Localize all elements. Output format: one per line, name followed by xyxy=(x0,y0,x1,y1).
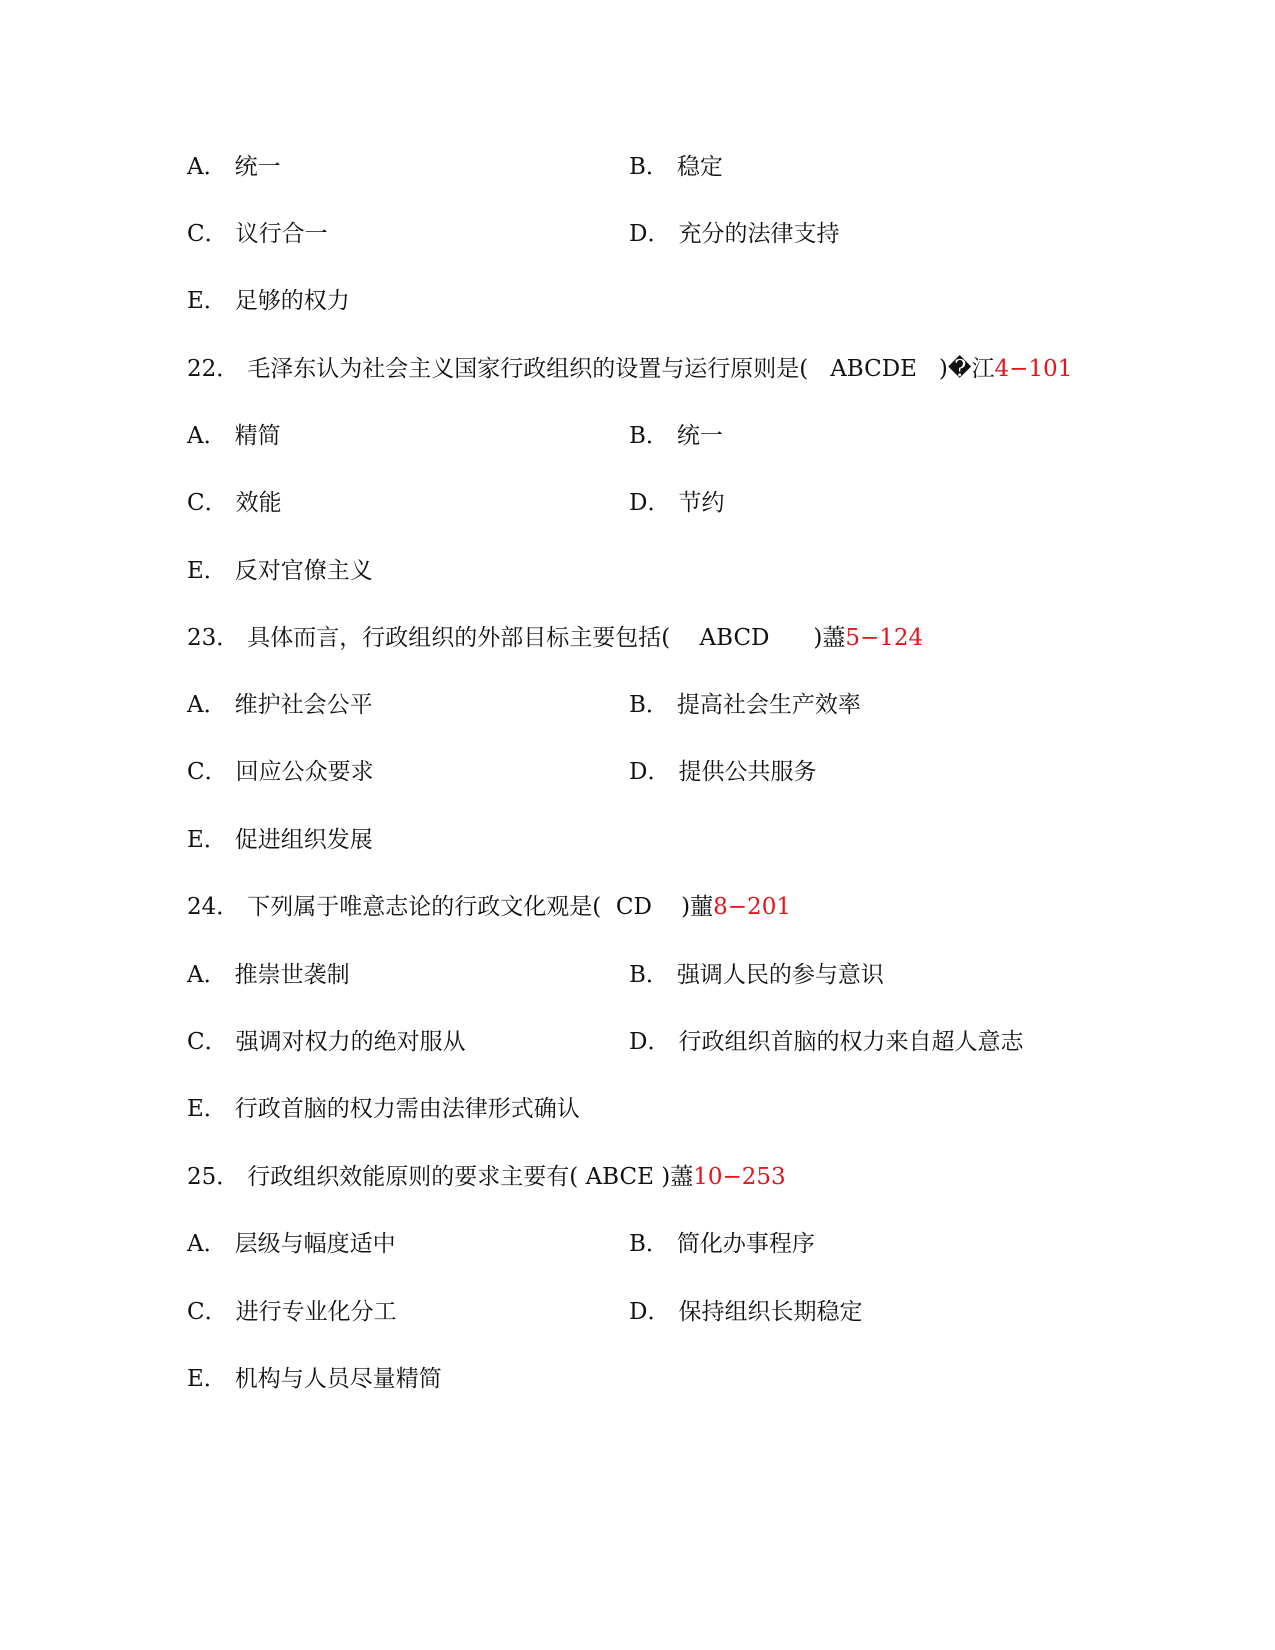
option-label: D． xyxy=(629,490,671,516)
question-line xyxy=(187,349,1072,389)
option-text: 促进组织发展 xyxy=(234,827,373,853)
option-label: B． xyxy=(629,423,669,449)
option-row xyxy=(187,281,350,321)
option-label: A． xyxy=(187,1231,227,1257)
option-left xyxy=(187,221,328,247)
question-text: 具体而言，行政组织的外部目标主要包括( xyxy=(247,625,671,651)
option-row xyxy=(187,1022,1024,1062)
question-suffix: )藎 xyxy=(661,1164,694,1190)
option-left xyxy=(187,490,282,516)
option-right xyxy=(629,1224,815,1264)
question-number: 24． xyxy=(187,894,240,920)
option-label: B． xyxy=(629,962,669,988)
option-text: 维护社会公平 xyxy=(234,692,373,718)
option-text: 节约 xyxy=(678,490,725,516)
option-left xyxy=(187,1299,397,1325)
option-row xyxy=(187,214,840,254)
question-suffix: )藎 xyxy=(813,625,846,651)
option-row xyxy=(187,483,725,523)
option-text: 议行合一 xyxy=(235,221,328,247)
option-row xyxy=(187,416,723,456)
question-line xyxy=(187,887,791,927)
option-text: 行政组织首脑的权力来自超人意志 xyxy=(678,1029,1024,1055)
option-label: B． xyxy=(629,1231,669,1257)
option-label: E． xyxy=(187,558,227,584)
option-text: 强调人民的参与意识 xyxy=(676,962,884,988)
option-row xyxy=(187,1292,863,1332)
option-left xyxy=(187,962,350,988)
option-text: 层级与幅度适中 xyxy=(234,1231,396,1257)
option-text: 行政首脑的权力需由法律形式确认 xyxy=(234,1096,580,1122)
question-text: 毛泽东认为社会主义国家行政组织的设置与运行原则是( xyxy=(247,356,809,382)
question-text: 下列属于唯意志论的行政文化观是( xyxy=(247,894,602,920)
option-row xyxy=(187,551,373,591)
option-text: 提供公共服务 xyxy=(678,759,817,785)
option-left xyxy=(187,1029,466,1055)
question-line xyxy=(187,1157,786,1197)
question-suffix: )蘁 xyxy=(681,894,714,920)
option-left xyxy=(187,154,281,180)
option-right xyxy=(629,752,816,792)
option-label: C． xyxy=(187,221,228,247)
question-answer: CD xyxy=(601,894,682,920)
option-text: 强调对权力的绝对服从 xyxy=(235,1029,466,1055)
option-label: C． xyxy=(187,490,228,516)
question-line xyxy=(187,618,923,658)
option-right xyxy=(629,1022,1023,1062)
option-row xyxy=(187,955,884,995)
question-answer: ABCE xyxy=(578,1164,662,1190)
option-text: 保持组织长期稳定 xyxy=(678,1299,863,1325)
option-label: A． xyxy=(187,962,227,988)
question-number: 25． xyxy=(187,1164,240,1190)
option-label: D． xyxy=(629,1029,671,1055)
option-text: 回应公众要求 xyxy=(235,759,374,785)
option-text: 反对官僚主义 xyxy=(234,558,373,584)
option-text: 提高社会生产效率 xyxy=(676,692,861,718)
option-row xyxy=(187,1224,815,1264)
option-left xyxy=(187,423,281,449)
question-answer: ABCD xyxy=(670,625,814,651)
option-right xyxy=(629,214,839,254)
option-row xyxy=(187,147,723,187)
option-row xyxy=(187,752,817,792)
option-text: 推崇世袭制 xyxy=(234,962,350,988)
option-label: D． xyxy=(629,759,671,785)
option-text: 精简 xyxy=(234,423,281,449)
option-row xyxy=(187,1359,442,1399)
option-left xyxy=(187,558,373,584)
option-label: A． xyxy=(187,692,227,718)
option-right xyxy=(629,685,861,725)
option-label: D． xyxy=(629,1299,671,1325)
question-number: 23． xyxy=(187,625,240,651)
option-left xyxy=(187,1231,396,1257)
option-text: 简化办事程序 xyxy=(676,1231,815,1257)
option-left xyxy=(187,759,374,785)
option-text: 效能 xyxy=(235,490,282,516)
option-right xyxy=(629,147,723,187)
option-label: C． xyxy=(187,1029,228,1055)
question-suffix: )�江 xyxy=(938,356,995,382)
option-label: B． xyxy=(629,692,669,718)
option-label: D． xyxy=(629,221,671,247)
option-left xyxy=(187,827,373,853)
option-label: B． xyxy=(629,154,669,180)
option-text: 充分的法律支持 xyxy=(678,221,840,247)
option-row xyxy=(187,820,373,860)
option-text: 统一 xyxy=(234,154,281,180)
option-left xyxy=(187,1366,442,1392)
question-text: 行政组织效能原则的要求主要有( xyxy=(247,1164,579,1190)
option-text: 进行专业化分工 xyxy=(235,1299,397,1325)
option-left xyxy=(187,692,373,718)
option-label: E． xyxy=(187,1096,227,1122)
option-row xyxy=(187,1089,580,1129)
option-label: C． xyxy=(187,1299,228,1325)
option-text: 稳定 xyxy=(676,154,723,180)
option-left xyxy=(187,288,350,314)
option-label: C． xyxy=(187,759,228,785)
option-row xyxy=(187,685,861,725)
page-reference: 4−101 xyxy=(994,356,1073,382)
option-label: E． xyxy=(187,288,227,314)
option-text: 足够的权力 xyxy=(234,288,350,314)
option-right xyxy=(629,955,884,995)
option-label: E． xyxy=(187,827,227,853)
question-number: 22． xyxy=(187,356,240,382)
question-answer: ABCDE xyxy=(808,356,939,382)
page-reference: 10−253 xyxy=(693,1164,786,1190)
page-reference: 5−124 xyxy=(845,625,924,651)
option-label: A． xyxy=(187,423,227,449)
option-text: 统一 xyxy=(676,423,723,449)
option-right xyxy=(629,1292,862,1332)
option-label: A． xyxy=(187,154,227,180)
option-right xyxy=(629,416,723,456)
option-right xyxy=(629,483,724,523)
option-label: E． xyxy=(187,1366,227,1392)
option-text: 机构与人员尽量精简 xyxy=(234,1366,442,1392)
option-left xyxy=(187,1096,580,1122)
page-reference: 8−201 xyxy=(713,894,791,920)
